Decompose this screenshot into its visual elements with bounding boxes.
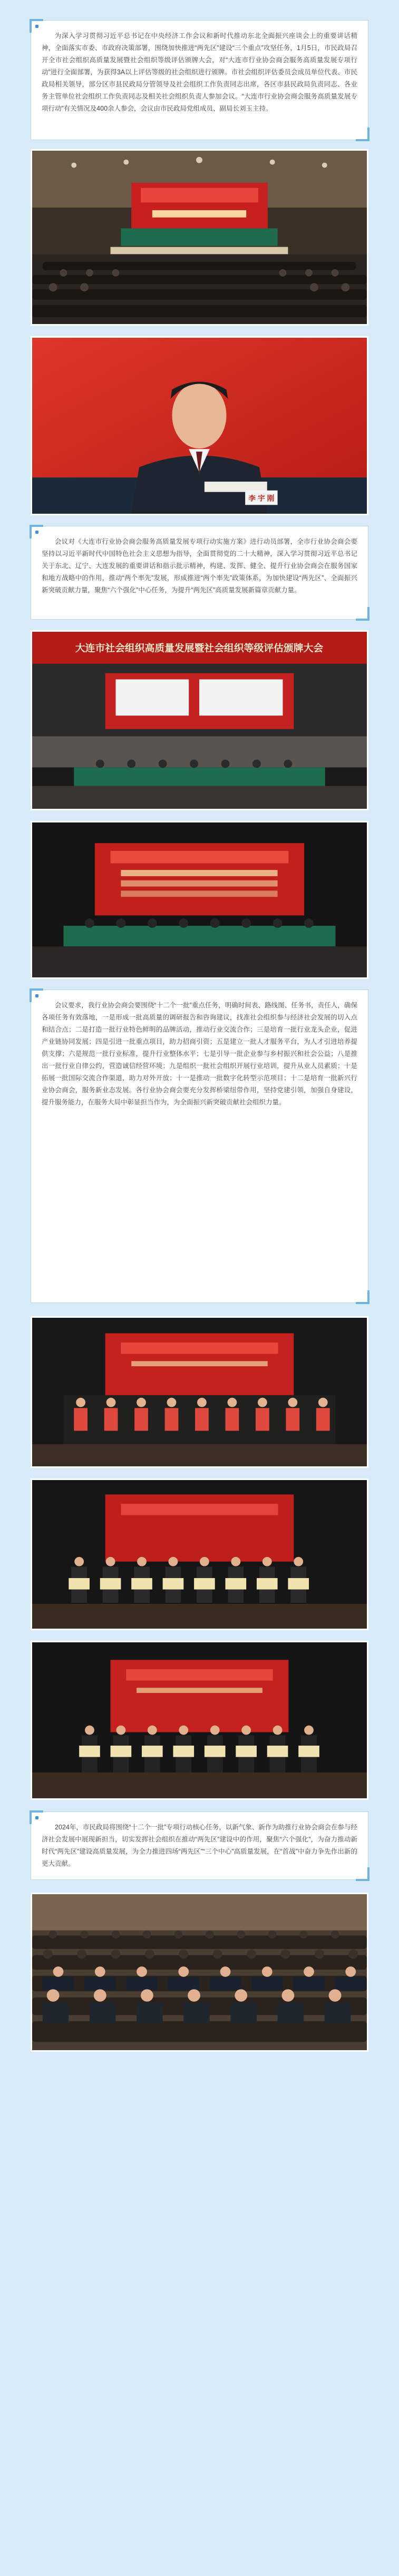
speaker-image bbox=[32, 338, 367, 514]
card-dot-decoration bbox=[35, 994, 38, 997]
banner-title: 大连市社会组织高质量发展暨社会组织等级评估颁牌大会 bbox=[75, 642, 324, 654]
intro-paragraph: 为深入学习贯彻习近平总书记在中央经济工作会议和新时代推动东北全面振兴座谈会上的重要讲话精神，全面落实市委、市政府决策部署，围绕加快推进“两先区”建设“三个重点”攻坚任务，1月5日，市民政局召开全市社会组织高质量发展暨社会组织等级评估颁牌大会，对“大连市行业协会商会服务高质量发展专项行动”进行全面部署，为获得3A以上评估等级的社会组织进行颁牌。市社会组织评估委员会成员单位代表、市民政局相关领导，部分区市县民政局分管领导及社会组织工作负责同志出席，各区市县民政局负责同志、各业务主管单位社会组织工作负责同志及相关社会组织负责人参加会议。“大连市行业协会商会服务高质量发展专项行动”有关情况及400余人参会，会议由市民政局党组成员、副局长刘玉主持。 bbox=[42, 32, 357, 112]
award-group-3-image bbox=[32, 1642, 367, 1798]
tasks-text-card bbox=[31, 990, 368, 1303]
presidium-image bbox=[32, 822, 367, 977]
speaker-nameplate: 李 宇 刚 bbox=[248, 494, 275, 503]
audience-image bbox=[32, 1894, 367, 2050]
award-group-2-image bbox=[32, 1480, 367, 1629]
card-corner-decoration bbox=[356, 1867, 369, 1881]
photo-audience bbox=[31, 1893, 368, 2052]
photo-speaker bbox=[31, 336, 368, 515]
photo-conference-hall bbox=[31, 149, 368, 326]
closing-text-card bbox=[31, 1811, 368, 1880]
card-corner-decoration bbox=[356, 1290, 369, 1304]
photo-stage-banner bbox=[31, 630, 368, 810]
plan-paragraph: 会议对《大连市行业协会商会服务高质量发展专项行动实施方案》进行动员部署，全市行业协会商会要坚持以习近平新时代中国特色社会主义思想为指导，全面贯彻党的二十大精神，深入学习贯彻习近平总书记关于东北、辽宁、大连发展的重要讲话和指示批示精神，构建、发挥、健全、提升行业协会商会在服务国家和地方战略中的作用，推动“两个率先”发展，形成推进“两个率先”政策体系，为加快建设“两先区”、全面振兴新突破贡献力量，聚焦“六个强化”中心任务，为提升“两先区”高质量发展新篇章贡献力量。 bbox=[42, 538, 357, 594]
plan-text-card bbox=[31, 526, 368, 620]
tasks-paragraph: 会议要求，我行业协会商会要围绕“十二个一批”重点任务，明确时间表、路线图、任务书，责任人，确保各项任务有效落地，一是形成一批高质量的调研报告和咨询建议，找准社会组织参与经济社会发展的切入点和结合点；二是打造一批行业特色鲜明的品牌活动，推动行业交流合作；三是培育一批行业龙头企业，促进产业链协同发展；四是引进一批重点项目，助力招商引资；五是建立一批人才服务平台，为人才引进培养提供支撑；六是规范一批行业标准，提升行业整体水平；七是引导一批企业参与乡村振兴和社会公益；八是推出一批行业自律公约，营造诚信经营环境；九是组织一批社会组织开展行业培训，提升从业人员素质；十是拓展一批国际交流合作渠道，助力对外开放；十一是推动一批数字化转型示范项目；十二是培育一批新兴行业协会商会，服务新业态发展。各行业协会商会要充分发挥桥梁纽带作用，坚持党建引领，加强自身建设，提升服务能力，在服务大局中彰显担当作为，为全面振兴新突破贡献社会组织力量。 bbox=[42, 1002, 357, 1106]
photo-award-group-1 bbox=[31, 1316, 368, 1468]
intro-text-card bbox=[31, 20, 368, 140]
photo-award-group-3 bbox=[31, 1641, 368, 1800]
closing-paragraph: 2024年，市民政局将围绕“十二个一批”专项行动核心任务，以新气象、新作为助推行业协会商会在参与经济社会发展中展现新担当，切实发挥社会组织在推动“两先区”建设中的作用，聚焦“六个强化”，为奋力推动新时代“两先区”建设高质量发展，为全力推进四场“两先区”“三个中心”高质量发展，在“首战”中奋力争先作出新的更大贡献。 bbox=[42, 1824, 357, 1867]
card-dot-decoration bbox=[35, 1816, 38, 1819]
page-bottom-spacer bbox=[0, 2549, 399, 2576]
conference-hall-image bbox=[32, 151, 367, 324]
award-group-1-image bbox=[32, 1318, 367, 1466]
photo-presidium bbox=[31, 821, 368, 979]
card-dot-decoration bbox=[35, 25, 38, 28]
stage-banner-image bbox=[32, 632, 367, 809]
card-corner-decoration bbox=[356, 128, 369, 141]
card-dot-decoration bbox=[35, 531, 38, 534]
photo-award-group-2 bbox=[31, 1478, 368, 1630]
card-corner-decoration bbox=[356, 607, 369, 621]
